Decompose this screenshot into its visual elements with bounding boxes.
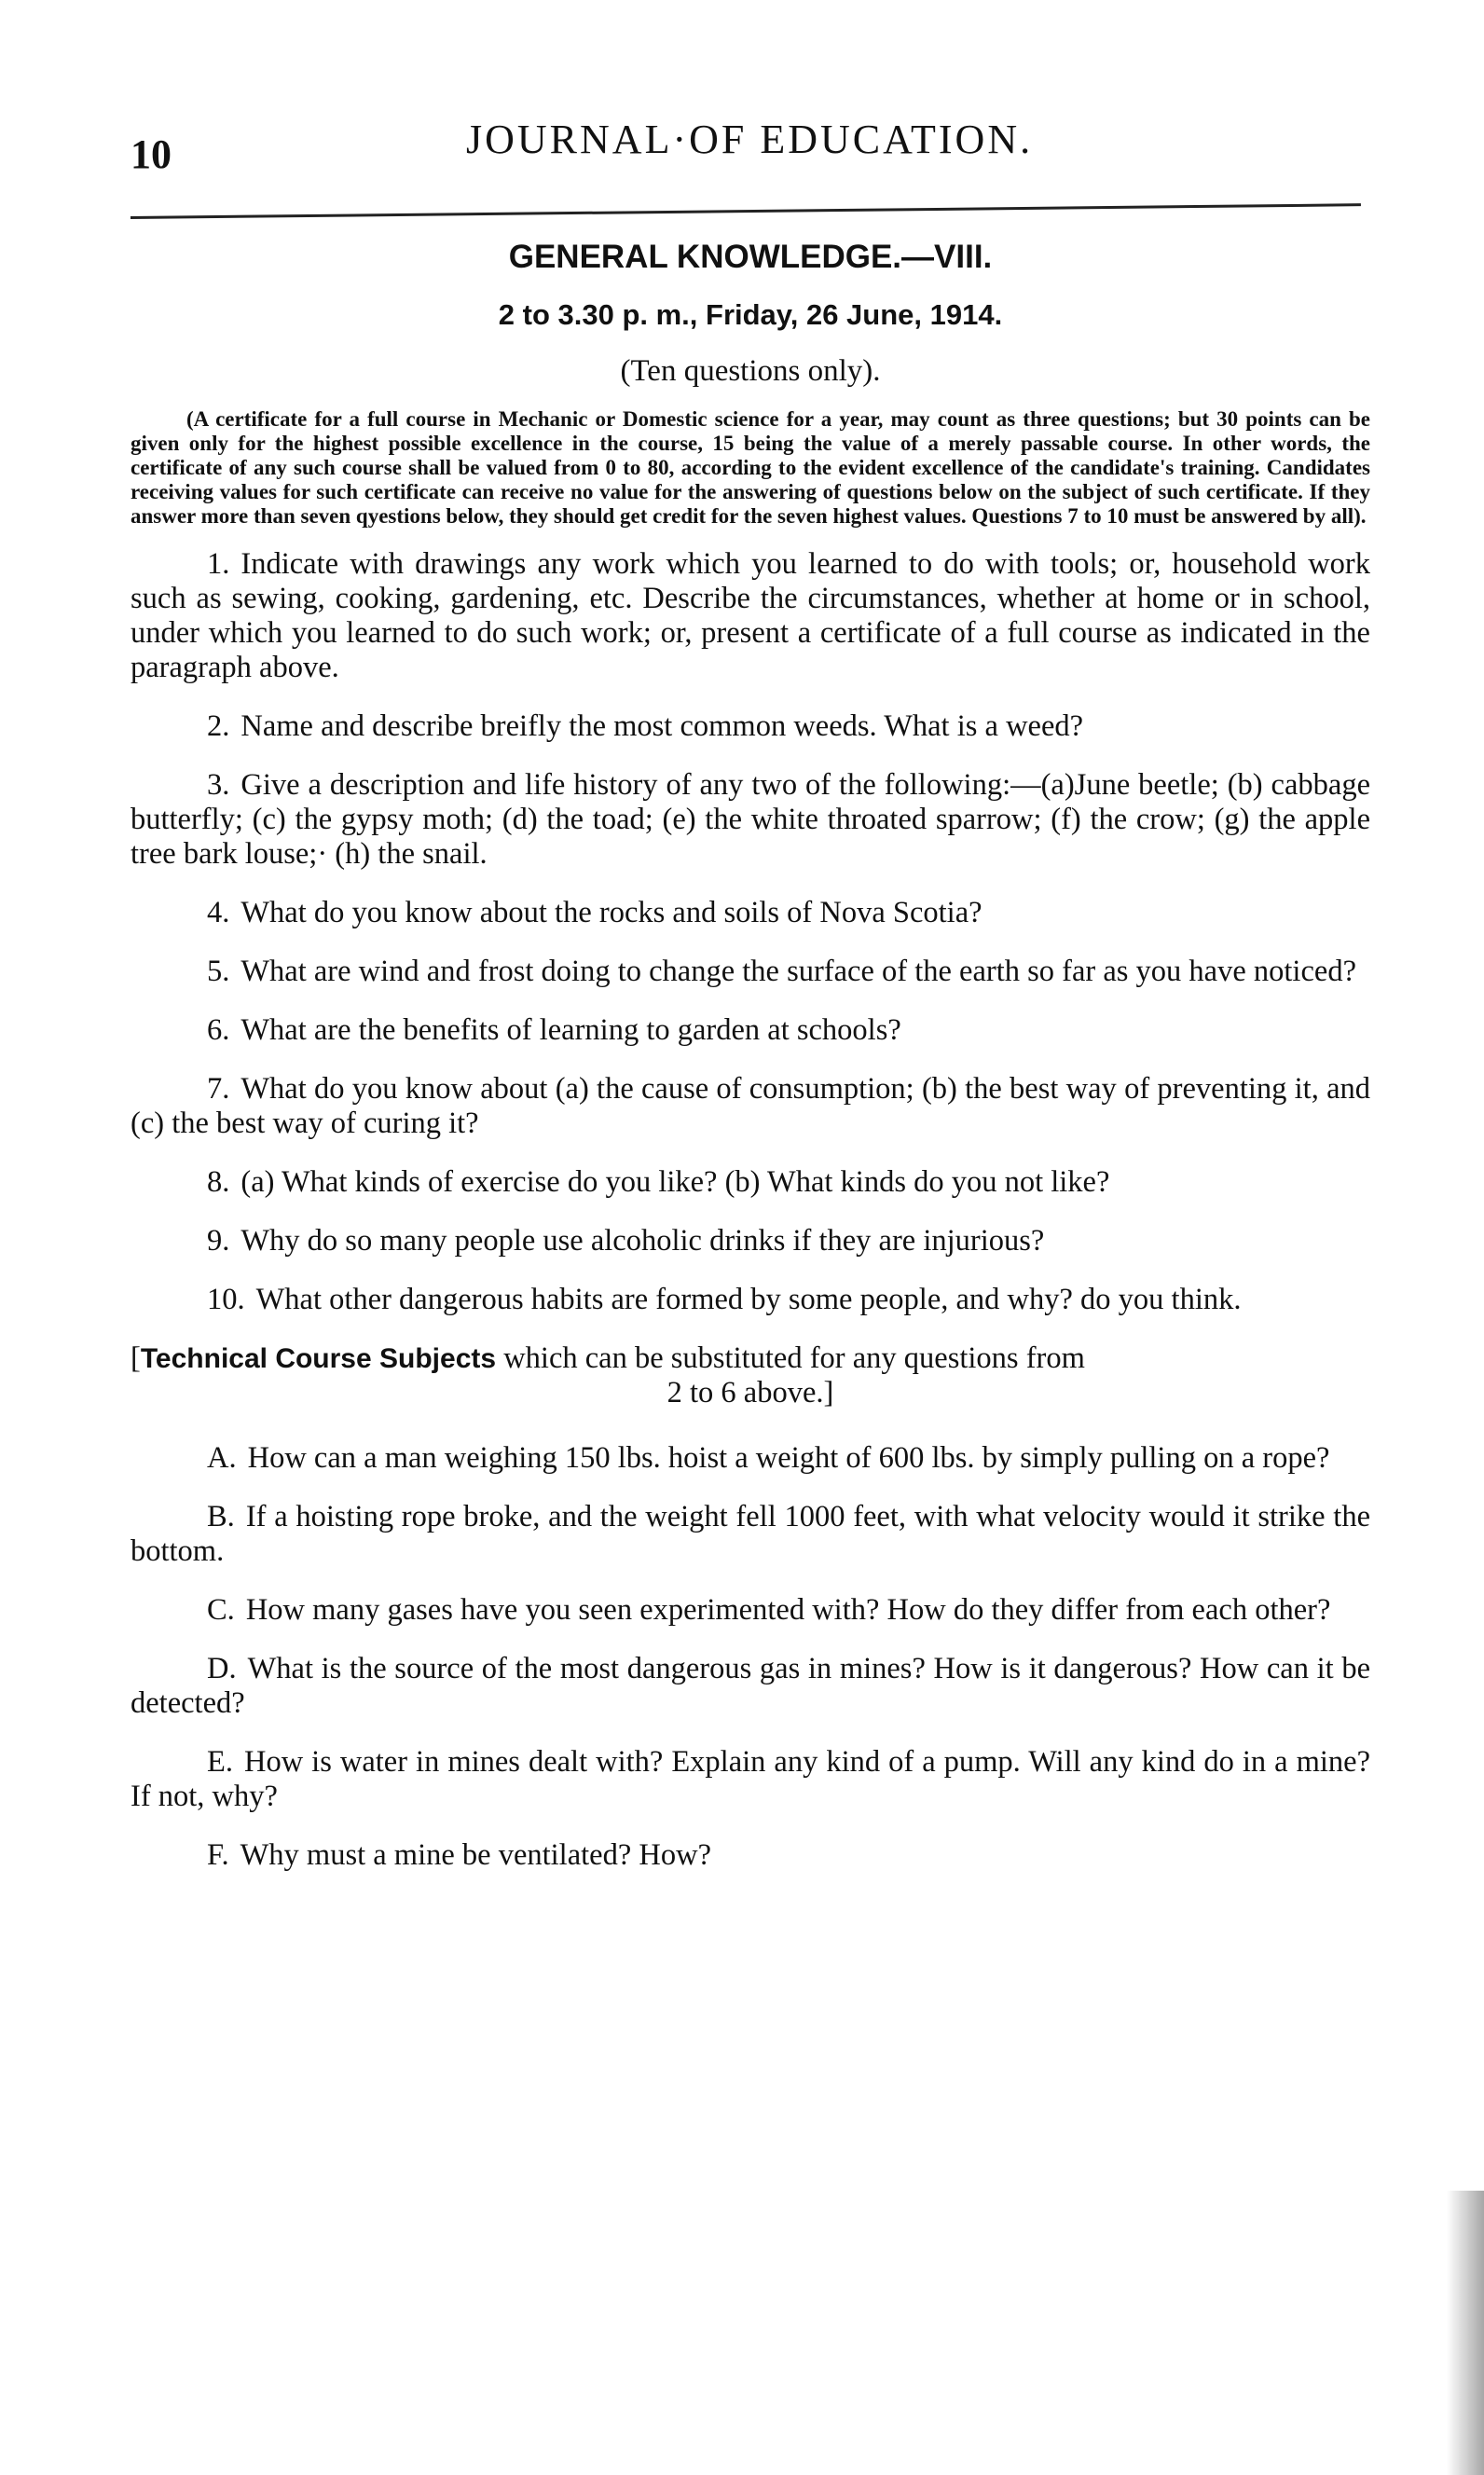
exam-date: 2 to 3.30 p. m., Friday, 26 June, 1914. — [498, 298, 1003, 331]
header-rule — [131, 203, 1361, 219]
question-text: Name and describe breifly the most common weeds. What is a weed? — [240, 709, 1084, 743]
technical-question-f — [131, 1838, 1370, 1873]
question-text: How can a man weighing 150 lbs. hoist a weight of 600 lbs. by simply pulling on a rope? — [247, 1441, 1330, 1475]
question-text: What are the benefits of learning to garden at schools? — [240, 1013, 901, 1047]
question-number: 10. — [207, 1283, 245, 1316]
question-6 — [131, 1013, 1370, 1048]
technical-question-list — [131, 1441, 1370, 1873]
question-text: What other dangerous habits are formed by some people, and why? do you think. — [255, 1283, 1242, 1316]
technical-question-e — [131, 1745, 1370, 1814]
question-number: 7. — [207, 1072, 230, 1106]
question-text: How is water in mines dealt with? Explain any kind of a pump. Will any kind do in a mine? If not, why? — [131, 1745, 1370, 1813]
question-number: E. — [207, 1745, 233, 1779]
question-text: Give a description and life history of any two of the following:—(a)June beetle; (b) cabbage butterfly; (c) the gypsy moth; (d) the toad; (e) the white throated sparrow; (f) the crow; (g) the apple tree bark louse;· (h) the snail. — [131, 768, 1370, 871]
question-text: What do you know about the rocks and soils of Nova Scotia? — [240, 896, 982, 929]
question-3 — [131, 768, 1370, 872]
technical-heading-line2: 2 to 6 above.] — [666, 1376, 834, 1409]
question-number: 9. — [207, 1224, 230, 1258]
question-text: If a hoisting rope broke, and the weight fell 1000 feet, with what velocity would it strike the bottom. — [131, 1500, 1370, 1568]
question-number: 6. — [207, 1013, 230, 1047]
question-text: Why must a mine be ventilated? How? — [240, 1838, 712, 1872]
exam-instructions — [131, 407, 1370, 529]
question-number: 5. — [207, 955, 230, 988]
question-1 — [131, 547, 1370, 685]
question-text: How many gases have you seen experimented with? How do they differ from each other? — [245, 1593, 1331, 1627]
technical-question-b — [131, 1500, 1370, 1569]
running-head: JOURNAL·OF EDUCATION. — [466, 117, 1034, 162]
question-8 — [131, 1165, 1370, 1200]
technical-bracket: [ — [131, 1341, 141, 1375]
technical-question-c — [131, 1593, 1370, 1628]
question-number: 4. — [207, 896, 230, 929]
exam-title: GENERAL KNOWLEDGE.—VIII. — [508, 239, 993, 275]
exam-limit: (Ten questions only). — [620, 354, 881, 388]
question-number: D. — [207, 1652, 237, 1685]
question-text: Why do so many people use alcoholic drinks if they are injurious? — [240, 1224, 1045, 1258]
question-text: Indicate with drawings any work which you learned to do with tools; or, household work such as sewing, cooking, gardening, etc. Describe the circumstances, whether at home or in school, under which you learned to do such work; or, present a certificate of a full course as indicated in the paragraph above. — [131, 547, 1370, 684]
question-text: (a) What kinds of exercise do you like? (b) What kinds do you not like? — [240, 1165, 1110, 1199]
question-number: 1. — [207, 547, 230, 581]
scan-edge-shadow — [1447, 2191, 1484, 2475]
question-10 — [131, 1283, 1370, 1317]
question-number: B. — [207, 1500, 235, 1533]
question-number: 8. — [207, 1165, 230, 1199]
question-9 — [131, 1224, 1370, 1258]
exam-instructions-text: (A certificate for a full course in Mechanic or Domestic science for a year, may count as three questions; but 30 points can be given only for the highest possible excellence in the course, 15 being the value of a merely passable course. In other words, the certificate of any such course shall be valued from 0 to 80, according to the evident excellence of the candidate's training. Candidates receiving values for such certificate can receive no value for the answering of questions below on the subject of such certificate. If they answer more than seven qyestions below, they should get credit for the seven highest values. Questions 7 to 10 must be answered by all). — [131, 407, 1370, 528]
technical-question-a — [131, 1441, 1370, 1476]
technical-heading — [131, 1341, 1370, 1409]
technical-question-d — [131, 1652, 1370, 1721]
question-text: What do you know about (a) the cause of consumption; (b) the best way of preventing it, and (c) the best way of curing it? — [131, 1072, 1370, 1140]
question-7 — [131, 1072, 1370, 1141]
question-number: C. — [207, 1593, 235, 1627]
page-number: 10 — [131, 131, 172, 177]
question-list — [131, 547, 1370, 1317]
question-text: What are wind and frost doing to change the surface of the earth so far as you have noticed? — [240, 955, 1356, 988]
question-2 — [131, 709, 1370, 744]
exam-content — [131, 231, 1370, 1897]
technical-heading-rest: which can be substituted for any questions from — [503, 1341, 1085, 1375]
question-text: What is the source of the most dangerous gas in mines? How is it dangerous? How can it be detected? — [131, 1652, 1370, 1720]
question-number: A. — [207, 1441, 237, 1475]
question-4 — [131, 896, 1370, 930]
question-number: F. — [207, 1838, 229, 1872]
question-number: 3. — [207, 768, 230, 802]
question-number: 2. — [207, 709, 230, 743]
question-5 — [131, 955, 1370, 989]
technical-heading-bold: Technical Course Subjects — [140, 1343, 497, 1374]
